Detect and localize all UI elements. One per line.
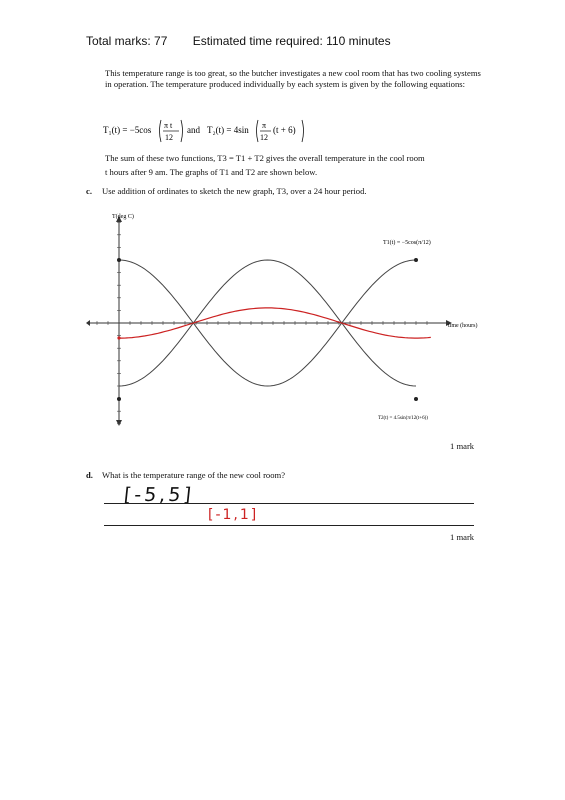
intro-paragraph-2 [105, 153, 485, 178]
x-axis-label: time (hours) [448, 323, 478, 329]
question-c-text: Use addition of ordinates to sketch the new graph, T3, over a 24 hour period. [102, 186, 367, 196]
equations-graphic [103, 116, 323, 146]
point-t1-end [414, 258, 418, 262]
graph [86, 208, 486, 430]
eq-t2-num: π [262, 121, 267, 130]
intro-paragraph-2b: t hours after 9 am. The graphs of T1 and T2 are shown below. [105, 167, 318, 178]
question-c-number: c. [86, 186, 92, 196]
answer-line-2 [104, 525, 474, 526]
eq-t1-den: 12 [165, 133, 173, 142]
total-marks: Total marks: 77 [86, 34, 168, 48]
point-t1-start [117, 397, 121, 401]
page-header [86, 34, 391, 48]
question-c-marks: 1 mark [450, 441, 475, 451]
intro-paragraph-2a: The sum of these two functions, T3 = T1 + T2 gives the overall temperature in the cool room [105, 153, 425, 163]
handwritten-answer-red: [-1,1] [208, 507, 259, 523]
paren-right-1 [181, 120, 183, 142]
eq-t1-num: π t [164, 121, 173, 130]
eq-t2-den: 12 [260, 133, 268, 142]
question-d [86, 470, 285, 480]
paren-right-2 [302, 120, 304, 142]
eq-and: and [187, 125, 200, 135]
question-d-text: What is the temperature range of the new cool room? [102, 470, 286, 480]
label-t2: T2(t) = 4.5sin(π/12(t+6)) [378, 416, 428, 421]
time-required: Estimated time required: 110 minutes [192, 34, 391, 48]
question-d-marks: 1 mark [450, 532, 475, 542]
y-axis-arrow-down [116, 420, 122, 426]
question-c [86, 186, 367, 196]
question-d-number: d. [86, 470, 93, 480]
y-axis-label: T(deg C) [112, 214, 134, 220]
paren-left-2 [257, 120, 259, 142]
eq-t2-arg: (t + 6) [273, 125, 296, 135]
answer-line-1 [104, 503, 474, 504]
x-axis-arrow-left [86, 320, 90, 326]
point-t3-start [117, 336, 120, 339]
label-t1: T1(t) = −5cos(π/12) [383, 240, 431, 246]
intro-paragraph: This temperature range is too great, so the butcher investigates a new cool room that has two cooling systems in operation. The temperature produced individually by each system is given by the following equations: [105, 68, 481, 90]
paren-left-1 [160, 120, 162, 142]
eq-t2-lhs: T₂(t) = 4sin [207, 125, 249, 135]
point-t2-end [414, 397, 418, 401]
eq-t1-lhs: T₁(t) = −5cos [103, 125, 152, 135]
point-t2-start [117, 258, 121, 262]
equations [103, 116, 323, 148]
handwritten-answer-black: [-5,5] [122, 484, 196, 506]
